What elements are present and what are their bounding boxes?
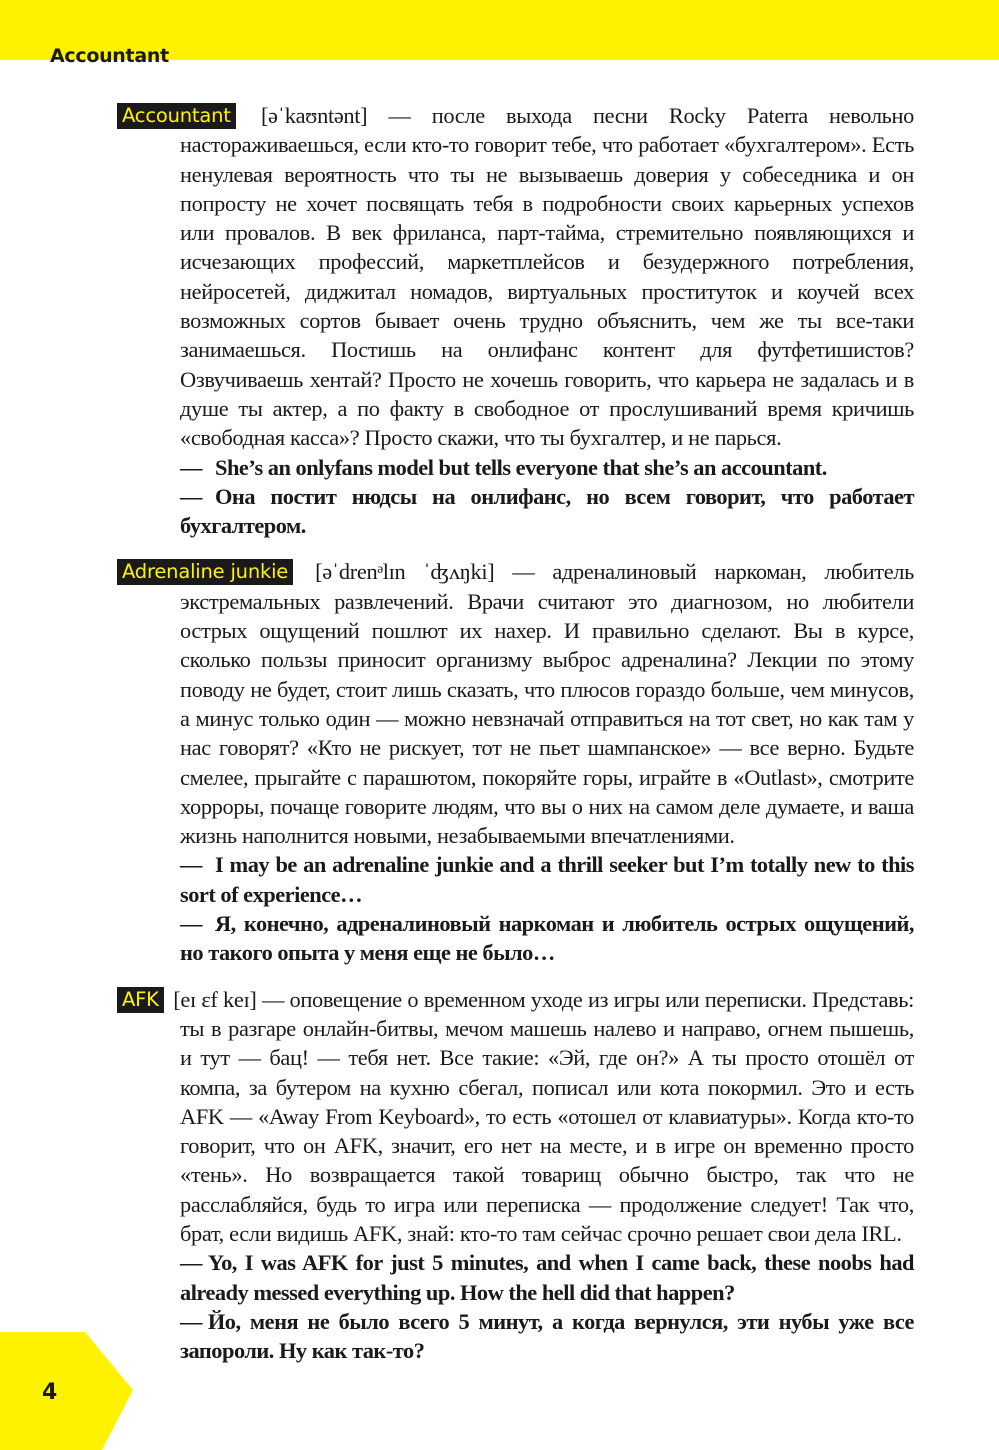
dictionary-entry-adrenaline-junkie [117, 557, 914, 967]
example-english: — Yo, I was AFK for just 5 minutes, and when I came back, these noobs had already messed everything up. How the hell did that happen? [180, 1250, 914, 1305]
page-number-tab [0, 1332, 133, 1450]
example-english: — She’s an onlyfans model but tells everyone that she’s an accountant. [180, 454, 827, 480]
definition-text: — адреналиновый наркоман, любитель экстремальных развлечений. Врачи считают это диагнозом, но любители острых ощущений пошлют их нахер. И правильно сделают. Вы в курсе, сколько пользы приносит организму выброс адреналина? Лекции по этому поводу не будет, стоит лишь сказать, что плюсов гораздо больше, чем минусов, а минус только один — можно невзначай отправиться на тот свет, но как там у нас говорят? «Кто не рискует, тот не пьет шампанское» — все верно. Будьте смелее, прыгайте с парашютом, покоряйте горы, играйте в «Outlast», смотрите хорроры, почаще говорите людям, что вы о них на самом деле думаете, и ваша жизнь наполнится новыми, незабываемыми впечатлениями. [180, 559, 914, 849]
definition-text: — после выхода песни Rocky Paterra невольно настораживаешься, если кто-то говорит тебе, что работает «бухгалтером». Есть ненулевая вероятность что ты не вызываешь доверия у собеседника и он попросту не хочет посвящать тебя в подробности своих карьерных успехов или провалов. В век фриланса, парт-тайма, стремительно появляющихся и исчезающих профессий, маркетплейсов и безудержного потребления, нейросетей, диджитал номадов, виртуальных проституток и коучей всех возможных сортов бывает очень трудно объяснить, чем же ты все-таки занимаешься. Постишь на онлифанс контент для футфетишистов? Озвучиваешь хентай? Просто не хочешь говорить, что карьера не задалась и в душе ты актер, а по факту в свободное от прослушиваний время кричишь «свободная касса»? Просто скажи, что ты бухгалтер, и не парься. [180, 103, 915, 451]
entry-definition [117, 557, 914, 850]
page-number: 4 [42, 1380, 58, 1405]
example-russian: — Она постит нюдсы на онлифанс, но всем говорит, что работает бухгалтером. [180, 483, 914, 539]
term-badge: AFK [117, 987, 164, 1013]
transcription: [eɪ ɛf keɪ] [173, 986, 257, 1012]
running-head: Accountant [50, 45, 169, 67]
dictionary-entry-afk [117, 985, 914, 1366]
example-russian: — Йо, меня не было всего 5 минут, а когда вернулся, эти нубы уже все запороли. Ну как так-то? [180, 1308, 914, 1364]
example-english: — I may be an adrenaline junkie and a thrill seeker but I’m totally new to this sort of experience… [180, 852, 914, 907]
term-badge: Accountant [117, 103, 236, 129]
dictionary-content [117, 101, 914, 1382]
transcription: [əˈdrenᵊlɪn ˈʤʌŋki] [315, 559, 495, 585]
entry-definition [117, 101, 914, 453]
transcription: [əˈkaʊntənt] [260, 103, 368, 128]
dictionary-entry-accountant [117, 101, 914, 540]
example-russian: — Я, конечно, адреналиновый наркоман и любитель острых ощущений, но такого опыта у меня еще не было… [180, 911, 914, 966]
entry-definition [117, 985, 914, 1249]
definition-text: — оповещение о временном уходе из игры или переписки. Представь: ты в разгаре онлайн-битвы, мечом машешь налево и направо, огнем пышешь, и тут — бац! — тебя нет. Все такие: «Эй, где он?» А ты просто отошёл от компа, за бутером на кухню сбегал, пописал или кота покормил. Это и есть AFK — «Away From Keyboard», то есть «отошел от клавиатуры». Когда кто-то говорит, что он AFK, значит, его нет на месте, и в игре он временно просто «тень». Но возвращается такой товарищ обычно быстро, так что не расслабляйся, будь то игра или переписка — продолжение следует! Так что, брат, если видишь AFK, знай: кто-то там сейчас срочно решает свои дела IRL. [180, 986, 914, 1246]
term-badge: Adrenaline junkie [117, 559, 293, 585]
